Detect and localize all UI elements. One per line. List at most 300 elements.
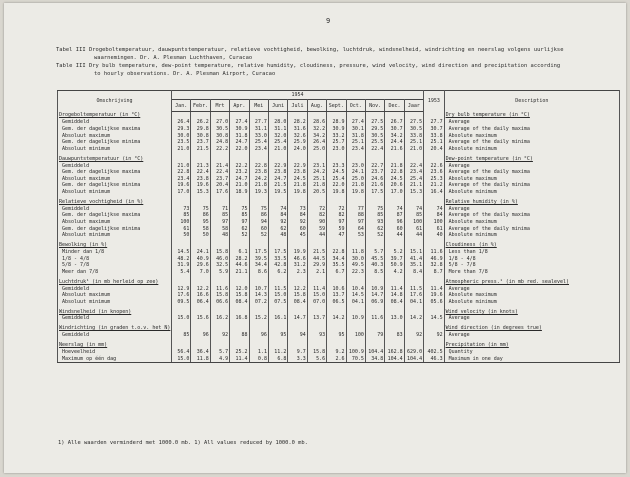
table-cell: 84 [424, 212, 445, 219]
table-cell [404, 155, 423, 162]
table-cell: 25.0 [346, 176, 365, 183]
table-cell: 31.9 [172, 262, 191, 269]
row-label-english: Average [444, 162, 619, 169]
table-cell: 28.0 [268, 119, 287, 126]
row-label-dutch: Gem. der dagelijkse maxima [58, 212, 172, 219]
row-label-dutch: Drogeboltemperatuur (in °C) [58, 112, 172, 120]
table-cell: 22.0 [230, 146, 249, 153]
table-cell [249, 112, 268, 120]
table-cell: 86 [249, 212, 268, 219]
table-cell: 21.8 [346, 182, 365, 189]
table-cell [307, 112, 326, 120]
table-cell: 17.5 [268, 249, 287, 256]
table-cell [365, 112, 384, 120]
table-cell [268, 241, 287, 248]
table-cell: 24.7 [230, 139, 249, 146]
table-cell: 93 [307, 332, 326, 339]
row-label-dutch: Gemiddeld [58, 332, 172, 339]
table-cell: 30.8 [210, 132, 229, 139]
table-cell: 17.0 [172, 189, 191, 196]
table-cell: 46.6 [288, 255, 307, 262]
table-cell: 97 [327, 219, 346, 226]
table-cell: 24.5 [327, 169, 346, 176]
table-cell: 46.3 [424, 355, 445, 362]
table-cell: 10.9 [346, 315, 365, 322]
table-cell: 06.4 [191, 298, 210, 305]
table-cell [327, 198, 346, 205]
table-cell: 44 [307, 232, 326, 239]
table-row [58, 132, 620, 139]
table-cell: 9.2 [327, 349, 346, 356]
table-cell [288, 112, 307, 120]
table-cell: 53 [346, 232, 365, 239]
table-cell: 4.9 [210, 355, 229, 362]
table-cell: 19.6 [172, 182, 191, 189]
table-cell [404, 241, 423, 248]
table-cell: 58 [191, 225, 210, 232]
section-header-row [58, 308, 620, 315]
table-cell [365, 308, 384, 315]
table-cell: 30.9 [327, 126, 346, 133]
table-cell: 25.3 [424, 176, 445, 183]
table-cell: 11.5 [268, 285, 287, 292]
table-cell [288, 241, 307, 248]
table-cell: 48 [210, 232, 229, 239]
row-label-english: Absolute minimum [444, 298, 619, 305]
table-cell: 26.4 [307, 139, 326, 146]
table-cell: 12.0 [230, 285, 249, 292]
table-cell: 1.1 [249, 349, 268, 356]
table-cell: 40.9 [191, 255, 210, 262]
table-cell: 12.2 [288, 285, 307, 292]
table-cell: 21.4 [210, 162, 229, 169]
table-cell [172, 342, 191, 349]
table-cell [288, 308, 307, 315]
row-label-english: Dew-point temperature (in °C) [444, 155, 619, 162]
table-cell [210, 325, 229, 332]
table-cell: 62 [268, 225, 287, 232]
table-cell: 32.2 [307, 126, 326, 133]
row-label-dutch: Neerslag (in mm) [58, 342, 172, 349]
table-cell: 14.2 [327, 315, 346, 322]
table-cell: 10.6 [327, 285, 346, 292]
table-cell [210, 342, 229, 349]
table-row [58, 355, 620, 362]
row-label-dutch: Gemiddeld [58, 315, 172, 322]
table-cell: 2.1 [307, 268, 326, 275]
table-cell: 10.7 [249, 285, 268, 292]
table-cell [346, 325, 365, 332]
table-cell [210, 198, 229, 205]
row-label-dutch: Gemiddeld [58, 206, 172, 213]
row-label-english: Maximum in one day [444, 355, 619, 362]
table-cell: 21.3 [191, 162, 210, 169]
table-cell: 56.4 [172, 349, 191, 356]
table-cell: 15.8 [307, 349, 326, 356]
table-cell: 23.4 [346, 146, 365, 153]
table-cell: 34.2 [385, 132, 404, 139]
table-cell [346, 112, 365, 120]
table-cell: 72 [327, 206, 346, 213]
table-cell [424, 198, 445, 205]
table-cell: 15.8 [288, 292, 307, 299]
row-label-english: More than 7/8 [444, 268, 619, 275]
table-cell: 0.8 [249, 355, 268, 362]
table-cell: 61 [404, 225, 423, 232]
row-label-dutch: Bewolking (in %) [58, 241, 172, 248]
table-cell [346, 308, 365, 315]
table-cell [365, 241, 384, 248]
table-cell: 30.5 [210, 126, 229, 133]
table-cell: 5.7 [365, 249, 384, 256]
table-cell: 6.1 [230, 249, 249, 256]
table-cell: 49.5 [346, 262, 365, 269]
table-cell [424, 155, 445, 162]
header-row-year [58, 91, 620, 100]
header-month: Jan. [172, 100, 191, 112]
row-label-english: Dry bulb temperature (in °C) [444, 112, 619, 120]
row-label-english: 1/8 - 4/8 [444, 255, 619, 262]
table-cell: 14.5 [346, 292, 365, 299]
table-cell: 15.8 [210, 249, 229, 256]
table-row [58, 285, 620, 292]
row-label-english: Absolute minimum [444, 189, 619, 196]
table-cell [191, 278, 210, 285]
table-cell: 25.1 [404, 139, 423, 146]
table-cell [249, 241, 268, 248]
table-cell: 73 [288, 206, 307, 213]
table-row [58, 189, 620, 196]
table-cell: 28.2 [288, 119, 307, 126]
table-cell: 8.4 [404, 268, 423, 275]
table-cell: 21.8 [307, 182, 326, 189]
table-cell [268, 155, 287, 162]
table-cell: 11.4 [424, 285, 445, 292]
table-cell [346, 342, 365, 349]
table-cell: 46.0 [210, 255, 229, 262]
table-cell: 14.3 [249, 292, 268, 299]
table-cell [191, 198, 210, 205]
table-cell: 17.5 [365, 189, 384, 196]
table-cell [268, 198, 287, 205]
table-cell: 60 [249, 225, 268, 232]
table-cell: 09.5 [172, 298, 191, 305]
table-cell [288, 325, 307, 332]
table-cell [327, 308, 346, 315]
table-cell [346, 278, 365, 285]
table-cell [424, 241, 445, 248]
table-cell: 93 [365, 219, 384, 226]
table-row [58, 292, 620, 299]
table-cell: 100 [404, 219, 423, 226]
row-label-dutch: Absoluut minimum [58, 146, 172, 153]
table-cell [385, 308, 404, 315]
table-cell: 52 [249, 232, 268, 239]
table-cell [327, 241, 346, 248]
table-cell: 19.3 [249, 189, 268, 196]
table-cell: 13.7 [307, 315, 326, 322]
table-cell: 13.7 [327, 292, 346, 299]
row-label-dutch: Absoluut minimum [58, 298, 172, 305]
table-cell [249, 325, 268, 332]
header-omschrijving: Omschrijving [58, 91, 172, 112]
table-cell: 28.9 [327, 119, 346, 126]
table-cell: 23.4 [249, 146, 268, 153]
table-cell: 100 [346, 332, 365, 339]
section-header-row [58, 325, 620, 332]
table-cell: 30.1 [346, 126, 365, 133]
table-cell: 32.8 [424, 262, 445, 269]
table-cell: 21.0 [172, 146, 191, 153]
table-cell: 61 [424, 225, 445, 232]
table-cell: 18.9 [230, 189, 249, 196]
row-label-english: Wind velocity (in knots) [444, 308, 619, 315]
table-row [58, 249, 620, 256]
row-label-dutch: Gem. der dagelijkse maxima [58, 169, 172, 176]
table-cell: 162.8 [385, 349, 404, 356]
table-cell [307, 325, 326, 332]
table-cell [404, 342, 423, 349]
table-cell: 24.2 [307, 169, 326, 176]
row-label-english: Absolute minimum [444, 146, 619, 153]
table-cell [268, 308, 287, 315]
table-cell: 34.2 [307, 132, 326, 139]
row-label-dutch: Windrichting (in graden t.o.v. het N) [59, 325, 171, 332]
table-cell [210, 241, 229, 248]
table-cell [385, 278, 404, 285]
table-cell: 27.5 [365, 119, 384, 126]
row-label-dutch: Hoeveelheid [58, 349, 172, 356]
table-cell: 5.7 [210, 349, 229, 356]
table-cell: 30.7 [385, 126, 404, 133]
table-row [58, 119, 620, 126]
table-cell: 60 [385, 225, 404, 232]
table-cell [365, 198, 384, 205]
table-cell [230, 241, 249, 248]
table-cell: 33.8 [404, 132, 423, 139]
table-cell: 35.1 [404, 262, 423, 269]
table-cell [327, 112, 346, 120]
table-cell: 92 [268, 219, 287, 226]
table-cell: 24.1 [191, 249, 210, 256]
table-cell: 85 [172, 332, 191, 339]
table-cell: 06.5 [327, 298, 346, 305]
table-cell: 11.4 [307, 285, 326, 292]
table-cell: 44.5 [307, 255, 326, 262]
table-cell: 33.2 [327, 132, 346, 139]
table-cell: 21.8 [249, 182, 268, 189]
table-cell: 21.0 [268, 146, 287, 153]
row-label-dutch: Dauwpuntstemperatuur (in °C) [58, 155, 172, 162]
table-cell: 30.5 [365, 132, 384, 139]
table-cell [172, 112, 191, 120]
header-month: Juli [288, 100, 307, 112]
table-cell: 88 [230, 332, 249, 339]
table-cell: 23.3 [327, 162, 346, 169]
table-cell: 22.8 [249, 162, 268, 169]
row-label-dutch: Gemiddeld [58, 119, 172, 126]
table-cell: 04.1 [346, 298, 365, 305]
title-dutch [56, 46, 616, 62]
table-cell [365, 278, 384, 285]
table-cell: 85 [365, 212, 384, 219]
table-cell: 25.2 [230, 349, 249, 356]
table-cell: 23.8 [268, 169, 287, 176]
table-cell: 25.4 [404, 176, 423, 183]
table-cell: 59 [307, 225, 326, 232]
table-cell: 74 [424, 206, 445, 213]
table-cell: 14.7 [288, 315, 307, 322]
section-header-row [58, 112, 620, 120]
table-body [58, 112, 620, 363]
table-cell: 6.8 [268, 355, 287, 362]
table-cell [191, 241, 210, 248]
table-cell: 85 [230, 212, 249, 219]
table-cell: 22.9 [288, 162, 307, 169]
table-cell: 33.8 [424, 132, 445, 139]
table-cell: 15.3 [191, 189, 210, 196]
table-row [58, 176, 620, 183]
table-cell: 15.0 [268, 292, 287, 299]
table-cell: 34.4 [249, 262, 268, 269]
table-cell: 92 [404, 332, 423, 339]
table-cell: 24.7 [230, 176, 249, 183]
table-cell [230, 325, 249, 332]
row-label-english: Average [444, 332, 619, 339]
table-cell [404, 198, 423, 205]
table-cell [288, 278, 307, 285]
table-cell [210, 155, 229, 162]
table-cell [230, 198, 249, 205]
table-cell [365, 155, 384, 162]
table-cell: 32.5 [210, 262, 229, 269]
header-month: Dec. [385, 100, 404, 112]
row-label-english: Average of the daily minima [444, 182, 619, 189]
table-cell [346, 155, 365, 162]
table-cell: 34.4 [327, 255, 346, 262]
table-cell: 19.8 [346, 189, 365, 196]
table-cell [307, 198, 326, 205]
table-row [58, 162, 620, 169]
table-cell: 11.5 [404, 285, 423, 292]
table-cell: 79 [365, 332, 384, 339]
table-cell: 8.5 [365, 268, 384, 275]
table-cell [249, 342, 268, 349]
table-cell: 31.8 [230, 132, 249, 139]
table-cell: 3.3 [288, 355, 307, 362]
table-cell: 90 [307, 219, 326, 226]
table-cell: 28.6 [307, 119, 326, 126]
header-month: Oct. [346, 100, 365, 112]
table-cell: 17.0 [385, 189, 404, 196]
table-cell: 29.9 [307, 262, 326, 269]
table-cell: 94 [288, 332, 307, 339]
row-label-english: Average [444, 206, 619, 213]
table-cell [288, 198, 307, 205]
table-cell: 100 [424, 219, 445, 226]
table-cell: 23.0 [327, 146, 346, 153]
table-cell: 25.4 [249, 139, 268, 146]
table-cell: 15.1 [404, 249, 423, 256]
table-cell: 62 [365, 225, 384, 232]
table-cell: 75 [365, 206, 384, 213]
section-header-row [58, 241, 620, 248]
table-cell: 24.4 [385, 139, 404, 146]
table-cell [327, 325, 346, 332]
table-cell: 23.0 [346, 162, 365, 169]
table-row [58, 268, 620, 275]
table-cell: 14.2 [404, 315, 423, 322]
table-row [58, 298, 620, 305]
section-header-row [58, 198, 620, 205]
table-cell: 25.1 [346, 139, 365, 146]
table-cell [424, 278, 445, 285]
row-label-dutch: Absoluut maximum [58, 292, 172, 299]
table-cell: 72 [307, 206, 326, 213]
row-label-english: 5/8 - 7/8 [444, 262, 619, 269]
table-cell: 84 [268, 212, 287, 219]
table-cell: 21.5 [191, 146, 210, 153]
section-header-row [58, 342, 620, 349]
row-label-english: Average of the daily maxima [444, 212, 619, 219]
table-cell: 92 [210, 332, 229, 339]
table-cell: 31.1 [268, 126, 287, 133]
document-page [4, 3, 626, 473]
table-cell: 23.8 [288, 169, 307, 176]
table-cell: 48.2 [172, 255, 191, 262]
table-cell: 23.4 [172, 176, 191, 183]
table-cell: 27.4 [230, 119, 249, 126]
table-cell [327, 155, 346, 162]
table-cell: 5.2 [385, 249, 404, 256]
table-cell: 41.4 [404, 255, 423, 262]
table-cell: 84 [288, 212, 307, 219]
table-cell: 04.1 [404, 298, 423, 305]
row-label-english: Absolute maximum [444, 176, 619, 183]
table-cell: 15.8 [230, 292, 249, 299]
table-cell [365, 325, 384, 332]
table-cell [288, 155, 307, 162]
table-cell: 29.6 [191, 262, 210, 269]
table-cell: 25.5 [365, 139, 384, 146]
table-cell: 92 [288, 219, 307, 226]
table-cell: 21.5 [268, 182, 287, 189]
row-label-dutch: Absoluut minimum [58, 189, 172, 196]
table-cell: 85 [404, 212, 423, 219]
table-cell: 20.6 [385, 182, 404, 189]
table-cell [249, 308, 268, 315]
table-cell [191, 112, 210, 120]
table-cell: 50.9 [385, 262, 404, 269]
table-cell: 21.8 [288, 182, 307, 189]
table-cell: 24.5 [288, 176, 307, 183]
row-label-english: Average [444, 285, 619, 292]
table-cell [424, 112, 445, 120]
row-label-english: Absolute maximum [444, 292, 619, 299]
header-description: Description [444, 91, 619, 112]
table-cell: 15.0 [172, 315, 191, 322]
table-cell: 8.6 [249, 268, 268, 275]
row-label-dutch: Gem. der dagelijkse minima [58, 182, 172, 189]
table-cell: 85 [172, 212, 191, 219]
table-cell: 83 [385, 332, 404, 339]
table-cell [424, 342, 445, 349]
table-cell: 16.4 [424, 189, 445, 196]
row-label-english: Average of the daily minima [444, 225, 619, 232]
table-cell: 23.7 [210, 176, 229, 183]
table-cell: 74 [404, 206, 423, 213]
table-cell: 29.8 [191, 126, 210, 133]
